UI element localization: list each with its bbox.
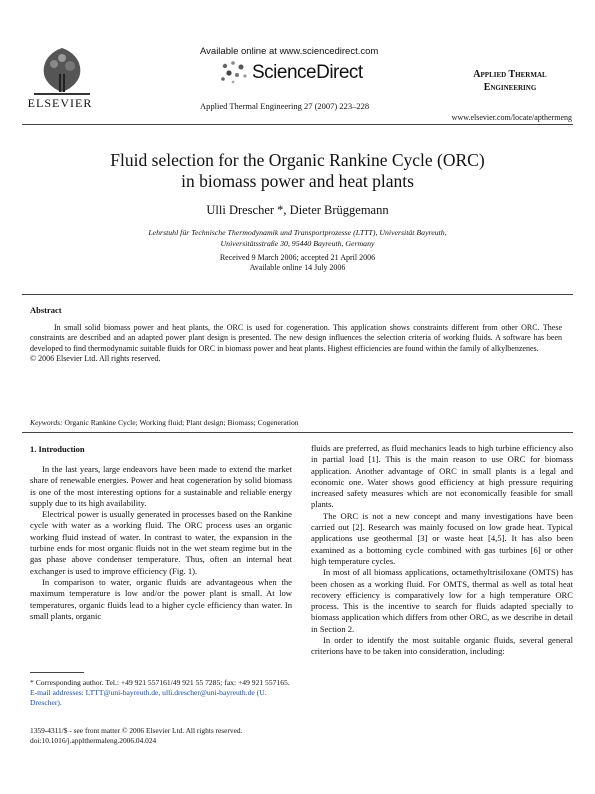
journal-reference: Applied Thermal Engineering 27 (2007) 223–228 (200, 101, 370, 111)
available-online: Available online at www.sciencedirect.com (200, 46, 379, 57)
paragraph: The ORC is not a new concept and many investigations have been carried out [2]. Research was mainly focused on low grade heat. Typical applications use geothermal [3] or waste heat [4,5]. It has also been examined as a bottoming cycle combined with gas turbines [6] or other high temperature cycles. (311, 510, 573, 566)
authors: Ulli Drescher *, Dieter Brüggemann (206, 203, 389, 217)
email-addresses[interactable]: E-mail addresses: LTTT@uni-bayreuth.de, ulli.drescher@uni-bayreuth.de (U. Drescher). (30, 688, 267, 707)
header-divider (22, 124, 573, 125)
abstract-bottom-divider (22, 432, 573, 433)
article-dates (120, 253, 475, 273)
abstract-body (30, 323, 562, 365)
affiliation-line1: Lehrstuhl für Technische Thermodynamik und Transportprozesse (LTTT), Universität Bayreuth, (148, 228, 447, 237)
corresponding-author: * Corresponding author. Tel.: +49 921 557161/49 921 55 7285; fax: +49 921 557165. (30, 678, 290, 687)
title-line1: Fluid selection for the Organic Rankine Cycle (ORC) (110, 150, 485, 170)
journal-name-line1: Applied Thermal (473, 69, 547, 80)
received-date: Received 9 March 2006; accepted 21 April 2006 (219, 253, 376, 262)
footnote (30, 678, 292, 708)
right-column (311, 443, 573, 658)
paragraph: In the last years, large endeavors have been made to extend the market share of renewable energies. Power and heat cogeneration by solid biomass is one of the most interesting options for a sustainable and reliable energy supply due to its high availability. (30, 464, 292, 508)
abstract-text: In small solid biomass power and heat plants, the ORC is used for cogeneration. This application shows constraints different from other ORC. These constraints are described and an adapted power plant design is presented. The new design influences the selection criteria of working fluids. A software has been developed to find thermodynamic suitable fluids for ORC in biomass power and heat plants. Highest efficiencies are found within the family of alkylbenzenes. (30, 323, 562, 353)
paragraph: Electrical power is usually generated in processes based on the Rankine cycle with water as a working fluid. The ORC process uses an organic working fluid instead of water. In contrast to water, the expansion in the turbine ends for most organic fluids not in the wet steam regime but in the gas phase above condenser temperature. Thus, often an internal heat exchanger is used to improve efficiency (Fig. 1). (30, 509, 292, 576)
section-heading: 1. Introduction (30, 444, 85, 454)
online-date: Available online 14 July 2006 (249, 263, 346, 272)
keywords (30, 418, 562, 427)
left-column (30, 464, 292, 622)
front-matter (30, 726, 330, 746)
keywords-list: Organic Rankine Cycle; Working fluid; Plant design; Biomass; Cogeneration (64, 418, 299, 427)
journal-url[interactable]: www.elsevier.com/locate/apthermeng (451, 113, 572, 122)
article-title (60, 150, 535, 192)
publisher-name: ELSEVIER (27, 96, 93, 110)
title-line2: in biomass power and heat plants (181, 171, 414, 191)
abstract-heading: Abstract (30, 305, 62, 315)
affiliation (100, 227, 495, 249)
keywords-label: Keywords: (30, 418, 63, 427)
journal-name (448, 68, 572, 94)
sciencedirect-wordmark: ScienceDirect (252, 62, 363, 83)
paragraph: fluids are preferred, as fluid mechanics leads to high turbine efficiency also in partial load [1]. This is the main reason to use ORC for biomass application. Another advantage of ORC in small plants is a legal and economic one. Water shows good efficiency at high pressure requiring increased safety measures which are not economically feasible for small plants. (311, 443, 573, 510)
paragraph: In order to identify the most suitable organic fluids, several general criterions have to be taken into consideration, including: (311, 635, 573, 657)
footnote-divider (30, 672, 84, 673)
affiliation-line2: Universitätsstraße 30, 95440 Bayreuth, Germany (220, 239, 375, 248)
journal-name-line2: Engineering (483, 82, 537, 93)
paragraph: In most of all biomass applications, octamethyltrisiloxane (OMTS) has been chosen as a working fluid. For OMTS, thermal as well as total heat recovery efficiency is comparatively low for a high temperature ORC process. This is the incentive to search for fluids adapted specially to biomass application which differs from other ORC, as we describe in detail in Section 2. (311, 567, 573, 634)
abstract-top-divider (22, 294, 573, 295)
doi-line: doi:10.1016/j.applthermaleng.2006.04.024 (30, 736, 157, 745)
paragraph: In comparison to water, organic fluids are advantageous when the maximum temperature is low and/or the power plant is small. At low temperatures, organic fluids lead to a higher cycle efficiency than water. In small plants, organic (30, 576, 292, 621)
issn-line: 1359-4311/$ - see front matter © 2006 Elsevier Ltd. All rights reserved. (30, 726, 243, 735)
abstract-copyright: © 2006 Elsevier Ltd. All rights reserved. (30, 354, 161, 364)
